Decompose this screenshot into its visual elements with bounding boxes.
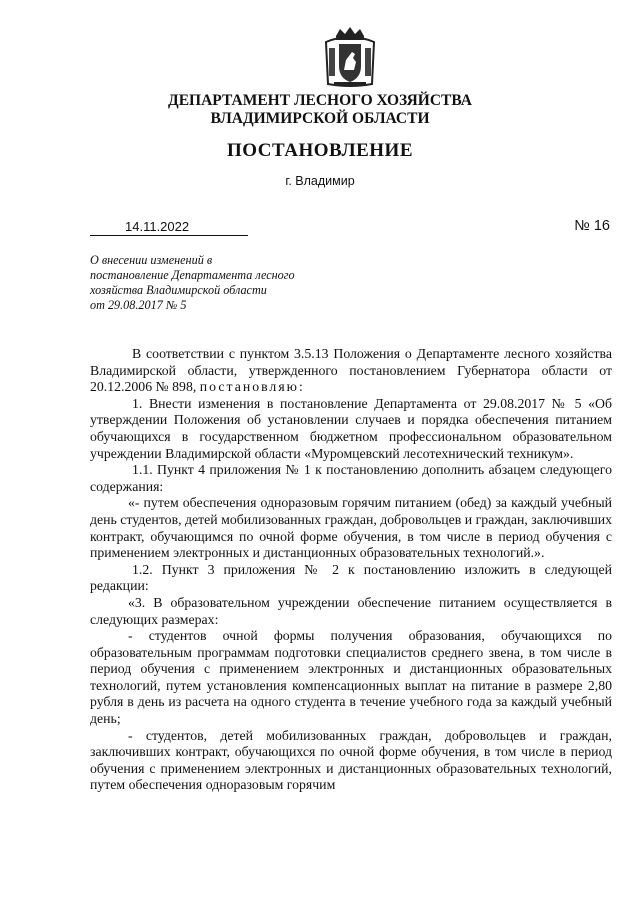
subject-line: О внесении изменений в (90, 253, 213, 267)
resolve-word: постановляю: (199, 379, 305, 395)
subject-line: от 29.08.2017 № 5 (90, 298, 187, 312)
document-date: 14.11.2022 (125, 219, 190, 234)
document-title: ПОСТАНОВЛЕНИЕ (226, 140, 414, 161)
department-name-line1: ДЕПАРТАМЕНТ ЛЕСНОГО ХОЗЯЙСТВА (168, 92, 472, 109)
date-field (90, 219, 248, 236)
subject-line: хозяйства Владимирской области (90, 283, 267, 297)
preamble-text: В соответствии с пунктом 3.5.13 Положения о Департаменте лесного хозяйства Владимирской области, утвержденного постановлением Губернатора области от 20.12.2006 № 898, (90, 346, 612, 395)
paragraph-item-1-2: 1.2. Пункт 3 приложения № 2 к постановлению изложить в следующей редакции: (90, 561, 612, 594)
paragraph-students-hot-meal: - студентов, детей мобилизованных граждан, добровольцев и граждан, заключивших контракт, обучающихся по очной форме обучения, в том числе в период обучения с применением электронных и дистанционных образовательных технологий, путем обеспечения одноразовым горячим (90, 727, 612, 793)
paragraph-item-3: «3. В образовательном учреждении обеспечение питанием осуществляется в следующих размерах: (90, 594, 612, 627)
vladimir-coat-of-arms-icon (322, 26, 378, 88)
city-label: г. Владимир (285, 174, 355, 188)
document-subject (90, 253, 330, 313)
subject-line: постановление Департамента лесного (90, 268, 295, 282)
paragraph-item-1: 1. Внести изменения в постановление Департамента от 29.08.2017 № 5 «Об утверждении Положения об установлении случаев и порядка обеспечения питанием обучающихся в государственном бюджетном профессиональном образовательном учреждении Владимирской области «Муромцевский лесотехнический техникум». (90, 395, 612, 461)
paragraph-quoted-addition: «- путем обеспечения одноразовым горячим питанием (обед) за каждый учебный день студентов, детей мобилизованных граждан, добровольцев и граждан, заключивших контракт, обучающимся по очной форме обучения, в том числе в период обучения с применением электронных и дистанционных образовательных технологий.». (90, 495, 612, 561)
paragraph-preamble (90, 346, 612, 396)
paragraph-students-compensation: - студентов очной формы получения образования, обучающихся по образовательным программам подготовки специалистов среднего звена, в том числе в период обучения с применением электронных и дистанционных образовательных технологий, путем установления компенсационных выплат на питание в размере 2,80 рубля в день из расчета на одного студента в течение учебного года за каждый учебный день; (90, 628, 612, 727)
document-body (90, 346, 612, 794)
paragraph-item-1-1: 1.1. Пункт 4 приложения № 1 к постановлению дополнить абзацем следующего содержания: (90, 462, 612, 494)
document-number: № 16 (574, 218, 610, 234)
department-name-line2: ВЛАДИМИРСКОЙ ОБЛАСТИ (210, 110, 430, 127)
